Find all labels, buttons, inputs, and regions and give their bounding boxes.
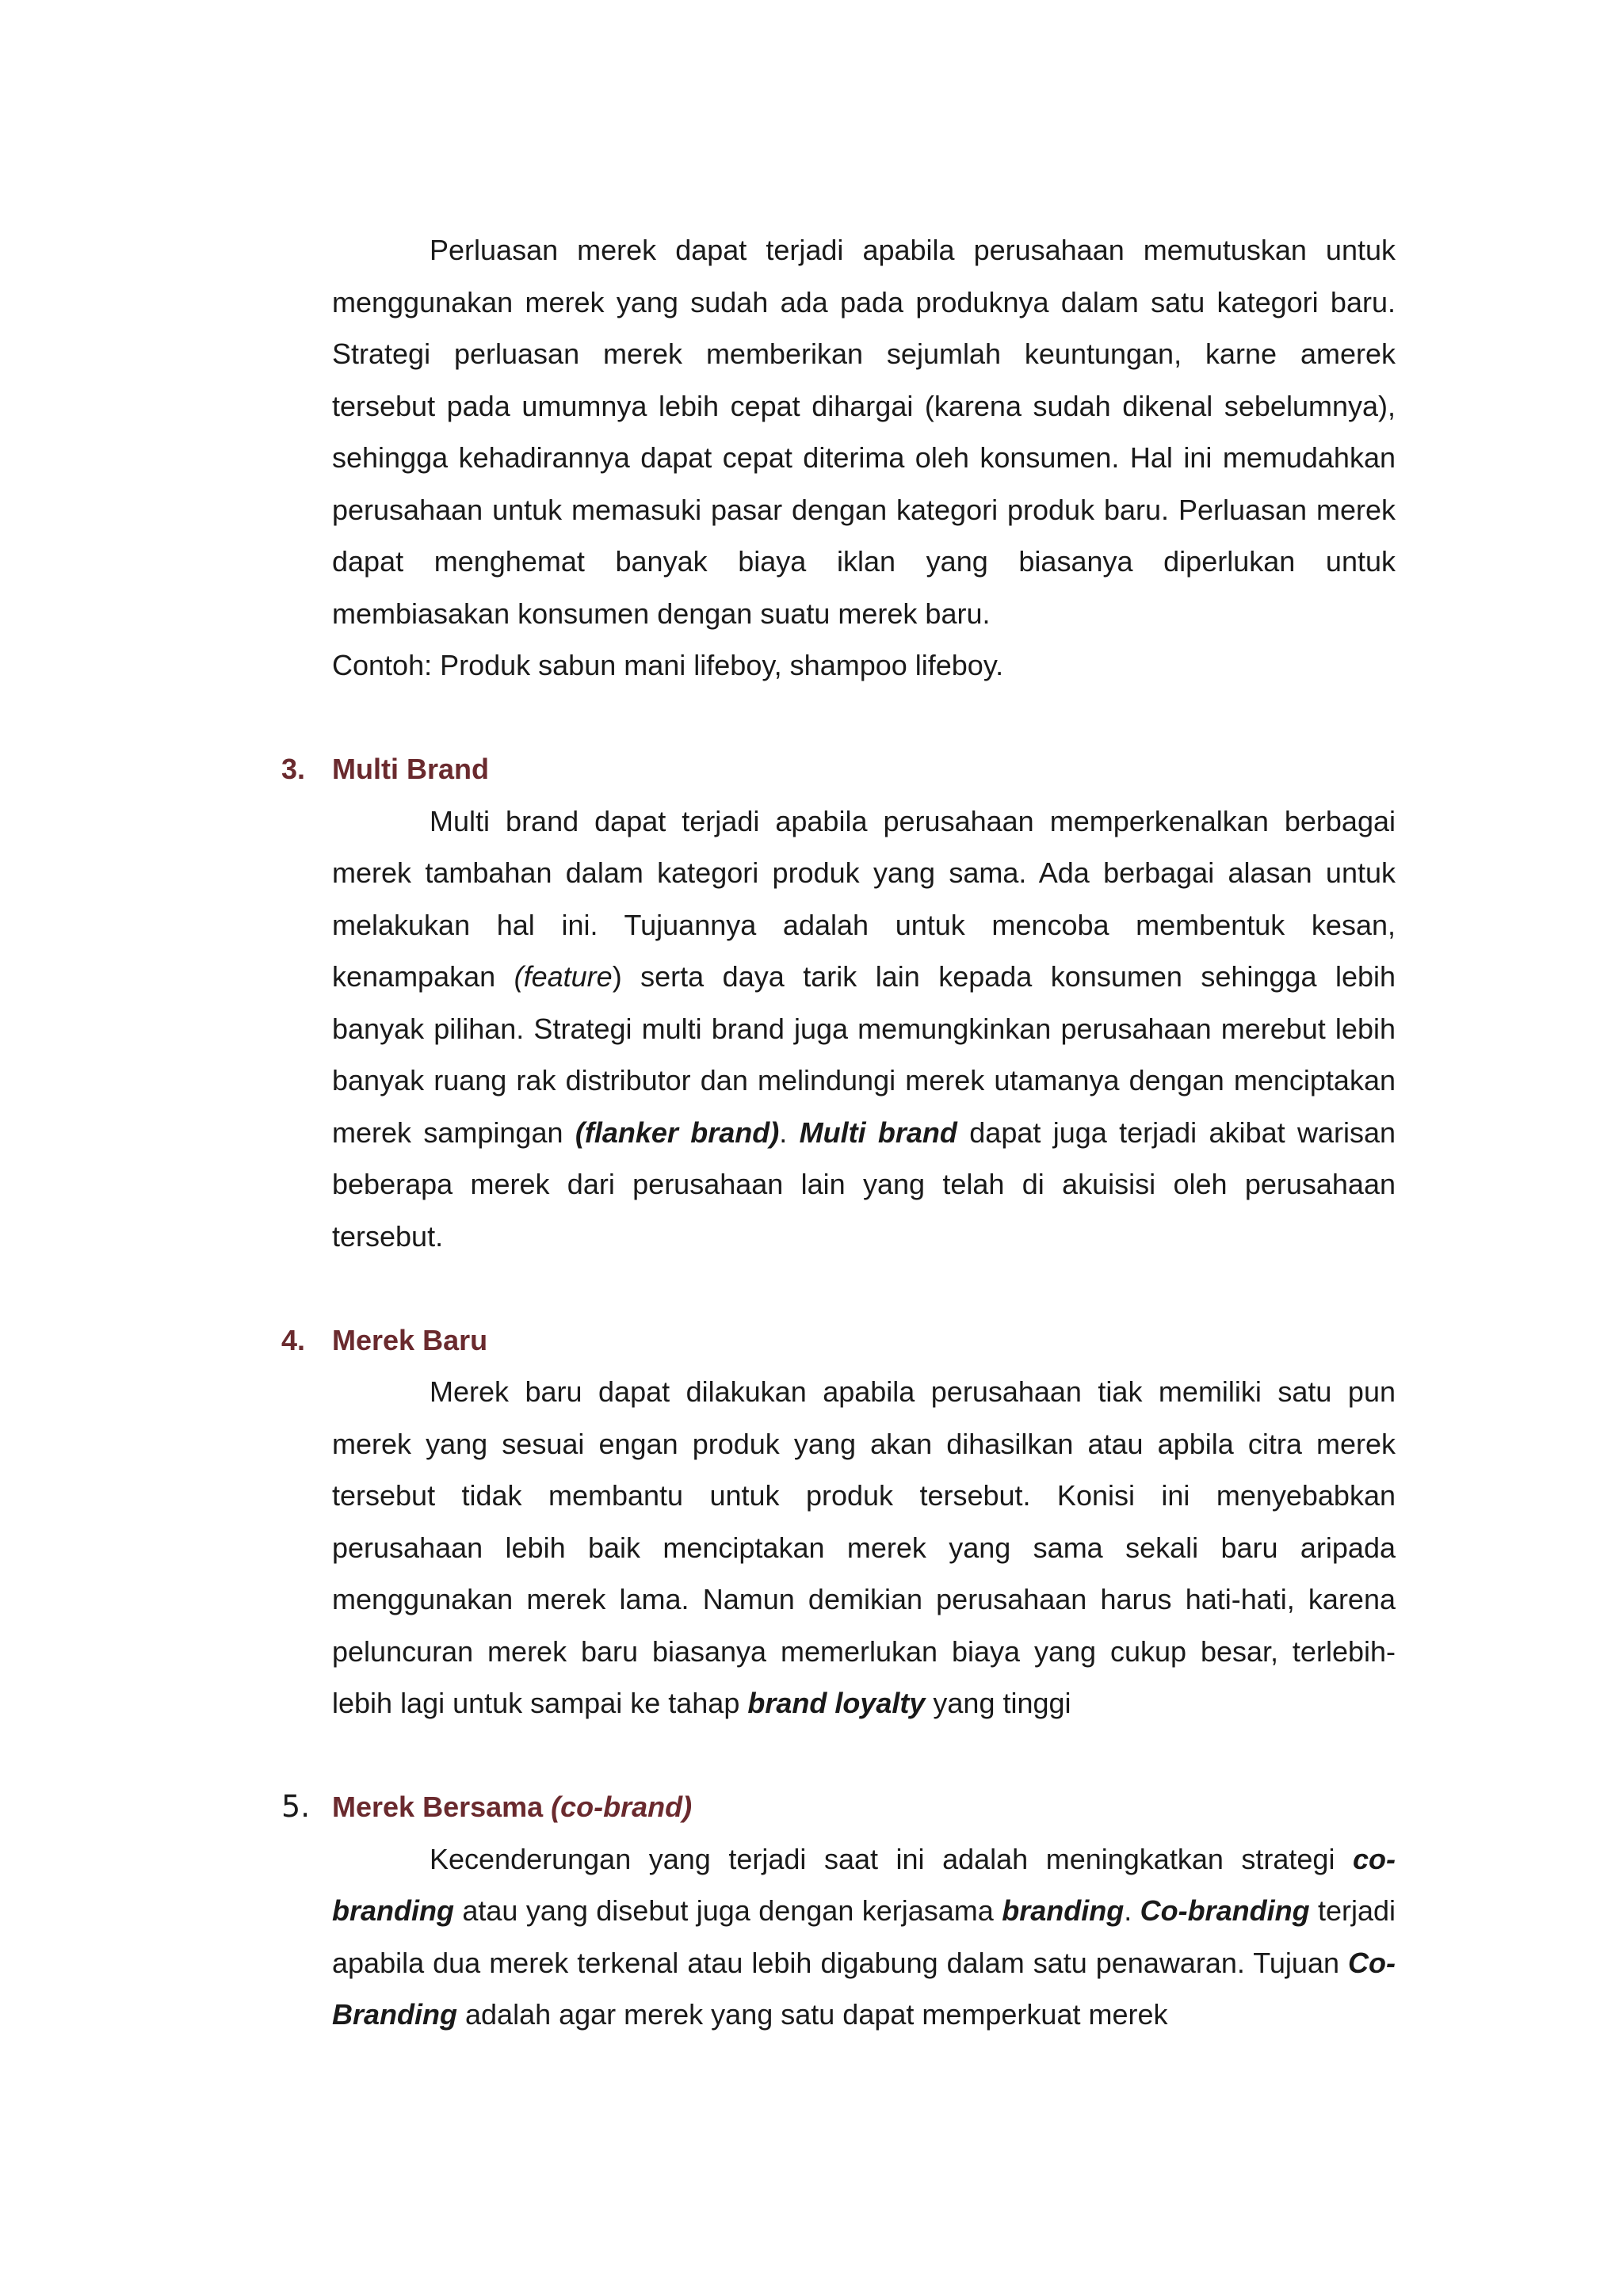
text-run-bold-italic: (flanker brand) [575,1116,780,1149]
section-number: 5. [281,1789,311,1824]
section-title: Merek Baru [332,1323,488,1356]
section-title: Multi Brand [332,753,489,785]
text-run: dapat juga terjadi akibat warisan beberapa merek dari perusahaan lain yang telah di akuisisi oleh perusahaan tersebut. [332,1116,1396,1253]
text-run: . [1124,1894,1140,1927]
text-run: Multi brand dapat terjadi apabila perusahaan memperkenalkan berbagai merek tambahan dalam kategori produk yang sama. Ada berbagai alasan untuk melakukan hal ini. Tujuannya adalah untuk mencoba membentuk kesan, kenampakan [332,804,1396,993]
section-number: 4. [281,1323,306,1356]
text-run-bold-italic: Multi brand [799,1116,957,1149]
text-run-bold-italic: brand loyalty [747,1687,926,1719]
section-multi-brand [281,743,1396,1262]
text-run: yang tinggi [925,1687,1071,1719]
section-heading [281,1781,1396,1833]
text-run: atau yang disebut juga dengan kerjasama [453,1894,1002,1927]
text-run: ) serta daya tarik lain kepada konsumen sehingga lebih banyak pilihan. Strategi multi brand juga memungkinkan perusahaan merebut lebih banyak ruang rak distributor dan melindungi merek utamanya dengan menciptakan merek sampingan [332,960,1396,1149]
text-run-bold-italic: branding [1002,1894,1125,1927]
section-paragraph [332,1833,1396,2041]
text-run-bold-italic: Co-Branding [332,1946,1396,2031]
text-run-bold-italic: co-branding [332,1842,1396,1927]
section-paragraph [332,795,1396,1263]
text-run: Kecenderungan yang terjadi saat ini adalah meningkatkan strategi [430,1842,1353,1875]
section-merek-bersama [281,1781,1396,2041]
document-body [281,224,1396,2041]
text-run: terjadi apabila dua merek terkenal atau lebih digabung dalam satu penawaran. Tujuan [332,1894,1396,1979]
text-run-italic: (feature [514,960,613,993]
section-paragraph [332,1366,1396,1730]
section-title-paren: (co-brand) [551,1791,693,1823]
text-run: Merek baru dapat dilakukan apabila perusahaan tiak memiliki satu pun merek yang sesuai engan produk yang akan dihasilkan atau apbila citra merek tersebut tidak membantu untuk produk tersebut. Konisi ini menyebabkan perusahaan lebih baik menciptakan merek yang sama sekali baru aripada menggunakan merek lama. Namun demikian perusahaan harus hati-hati, karena peluncuran merek baru biasanya memerlukan biaya yang cukup besar, terlebih-lebih lagi untuk sampai ke tahap [332,1375,1396,1719]
intro-paragraph: Perluasan merek dapat terjadi apabila perusahaan memutuskan untuk menggunakan merek yang sudah ada pada produknya dalam satu kategori baru. Strategi perluasan merek memberikan sejumlah keuntungan, karne amerek tersebut pada umumnya lebih cepat dihargai (karena sudah dikenal sebelumnya), sehingga kehadirannya dapat cepat diterima oleh konsumen. Hal ini memudahkan perusahaan untuk memasuki pasar dengan kategori produk baru. Perluasan merek dapat menghemat banyak biaya iklan yang biasanya diperlukan untuk membiasakan konsumen dengan suatu merek baru. [332,234,1396,630]
text-run: . [779,1116,800,1149]
section-merek-baru [281,1314,1396,1730]
section-title: Merek Bersama [332,1791,552,1823]
text-run: adalah agar merek yang satu dapat memperkuat merek [457,1998,1168,2031]
text-run-bold-italic: Co-branding [1140,1894,1310,1927]
intro-example: Contoh: Produk sabun mani lifeboy, shampoo lifeboy. [332,649,1004,681]
section-heading [281,1314,1396,1367]
section-number: 3. [281,753,306,785]
section-heading [281,743,1396,795]
